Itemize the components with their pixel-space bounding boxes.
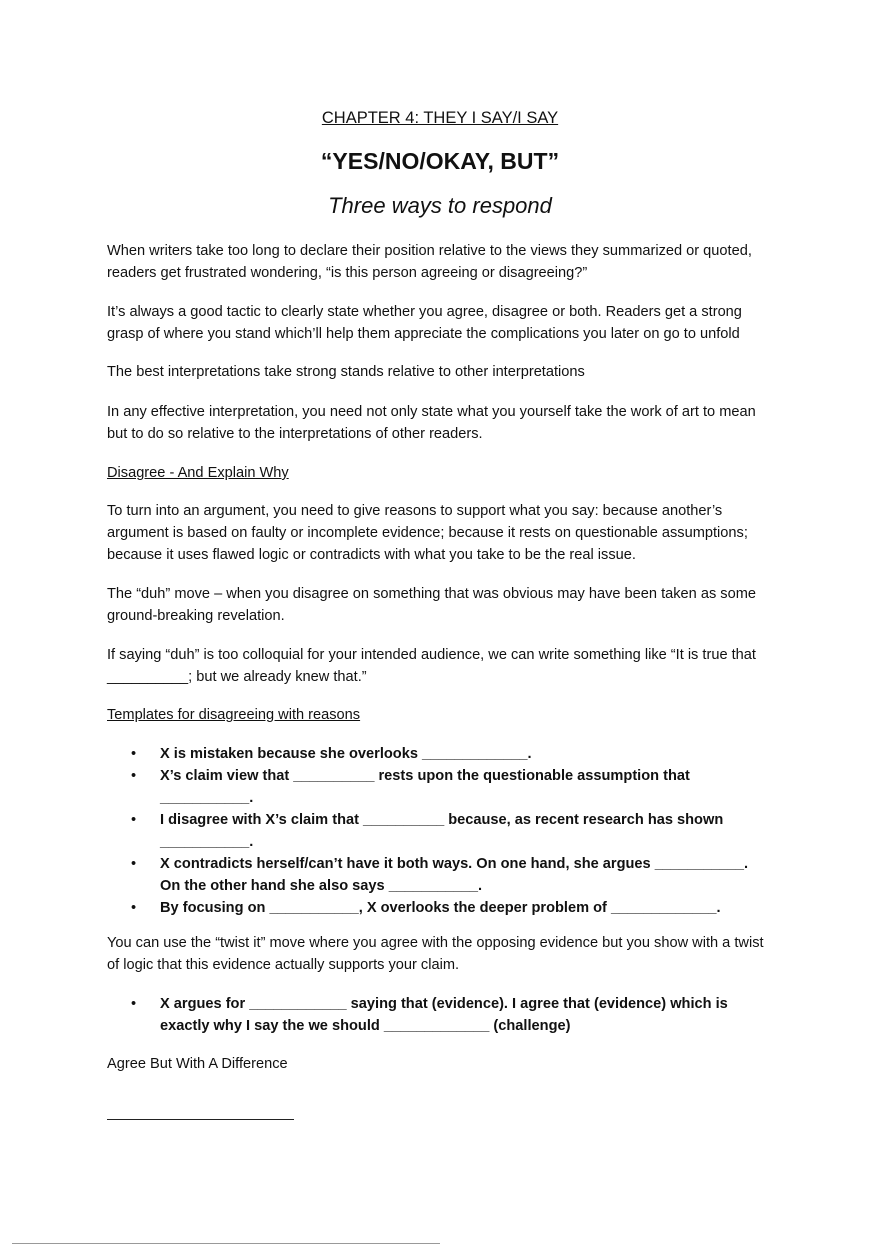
- list-item: • X is mistaken because she overlooks _____________.: [107, 743, 769, 765]
- section-heading-disagree: Disagree - And Explain Why: [107, 465, 289, 481]
- paragraph-tactic: It’s always a good tactic to clearly state whether you agree, disagree or both. Readers get a strong grasp of where you stand which’ll help them appreciate the complications you later on go to unfold: [107, 304, 742, 342]
- paragraph-intro: When writers take too long to declare their position relative to the views they summarized or quoted, readers get frustrated wondering, “is this person agreeing or disagreeing?”: [107, 243, 752, 281]
- bullet-icon: •: [131, 900, 137, 916]
- section-heading-agree: Agree But With A Difference: [107, 1056, 288, 1072]
- bullet-icon: •: [131, 746, 137, 762]
- chapter-heading: CHAPTER 4: THEY I SAY/I SAY: [321, 109, 559, 127]
- bullet-icon: •: [131, 768, 137, 784]
- bullet-icon: •: [131, 996, 137, 1012]
- paragraph-effective-interpretation: In any effective interpretation, you need not only state what you yourself take the work of art to mean but to do so relative to the interpretations of other readers.: [107, 404, 756, 442]
- list-item: • By focusing on ___________, X overlooks the deeper problem of _____________.: [107, 897, 769, 919]
- page-subtitle: Three ways to respond: [328, 193, 552, 218]
- templates-list: [107, 743, 769, 919]
- paragraph-duh-move: The “duh” move – when you disagree on something that was obvious may have been taken as some ground-breaking revelation.: [107, 586, 756, 624]
- list-item: • X contradicts herself/can’t have it both ways. On one hand, she argues ___________. On the other hand she also says ___________.: [107, 853, 769, 897]
- paragraph-colloquial: If saying “duh” is too colloquial for your intended audience, we can write something like “It is true that __________; but we already knew that.”: [107, 647, 756, 685]
- page-title: “YES/NO/OKAY, BUT”: [320, 148, 560, 174]
- list-item: • I disagree with X’s claim that __________ because, as recent research has shown ___________.: [107, 809, 769, 853]
- twist-template-list: [107, 993, 769, 1037]
- paragraph-twist-it: You can use the “twist it” move where you agree with the opposing evidence but you show with a twist of logic that this evidence actually supports your claim.: [107, 935, 764, 973]
- paragraph-best-interpretations: The best interpretations take strong stands relative to other interpretations: [107, 364, 585, 380]
- blank-line: [107, 1119, 294, 1120]
- paragraph-argument: To turn into an argument, you need to give reasons to support what you say: because another’s argument is based on faulty or incomplete evidence; because it rests on questionable assumptions; because it uses flawed logic or contradicts with what you take to be the real issue.: [107, 503, 748, 563]
- section-heading-templates: Templates for disagreeing with reasons: [107, 707, 361, 723]
- footer-rule: [12, 1243, 440, 1244]
- list-item: • X argues for ____________ saying that (evidence). I agree that (evidence) which is exactly why I say the we should _____________ (challenge): [107, 993, 769, 1037]
- bullet-icon: •: [131, 812, 137, 828]
- bullet-icon: •: [131, 856, 137, 872]
- list-item: • X’s claim view that __________ rests upon the questionable assumption that ___________.: [107, 765, 769, 809]
